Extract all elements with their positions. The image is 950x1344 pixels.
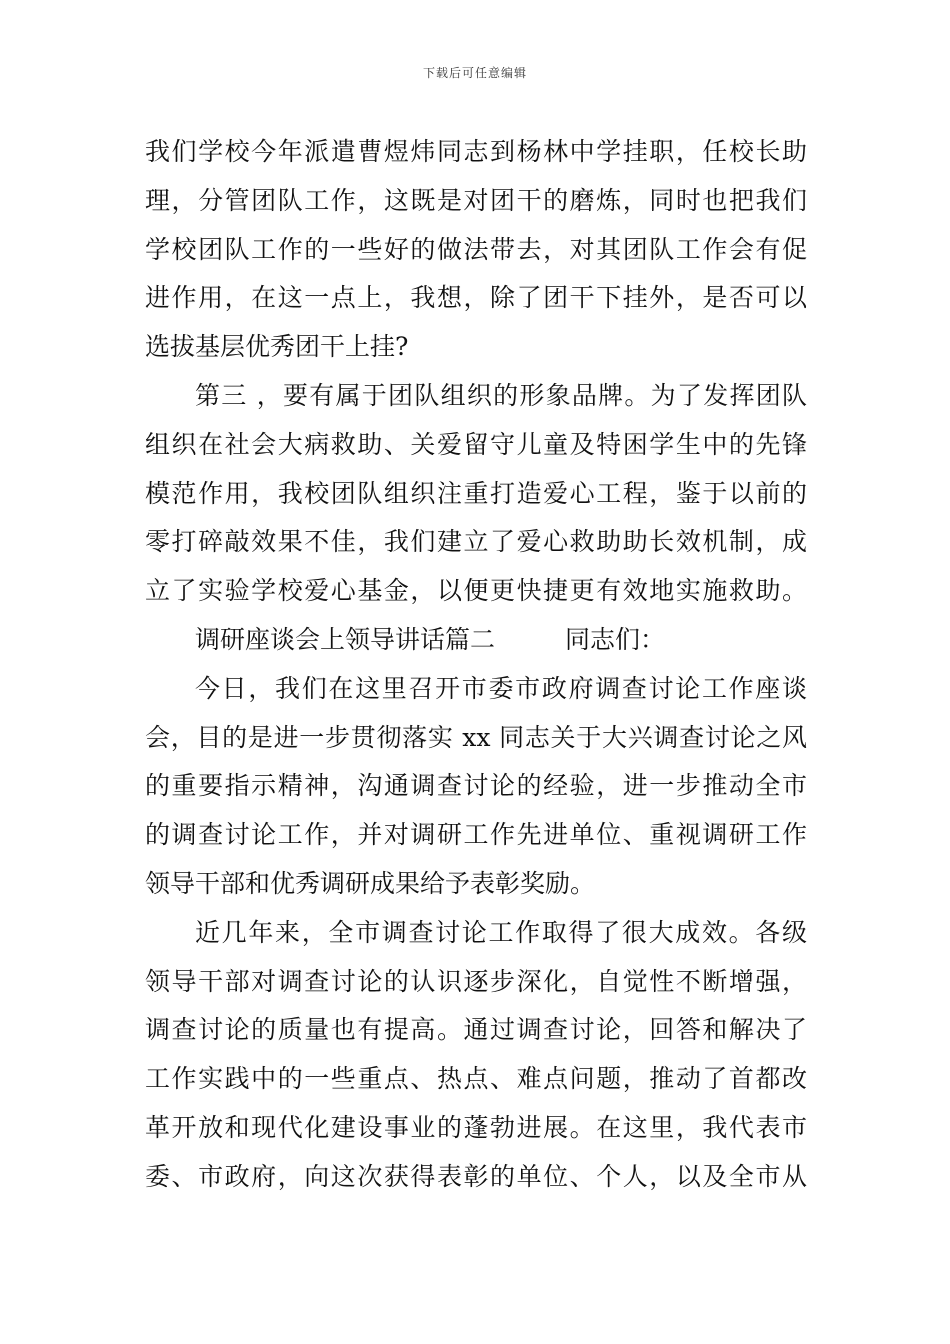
- text-line: 选拔基层优秀团干上挂?: [145, 332, 409, 362]
- salutation: 同志们：: [565, 624, 666, 654]
- text-line: 组织在社会大病救助、关爱留守儿童及特困学生中的先锋: [145, 429, 807, 459]
- text-line: 第三 ，要有属于团队组织的形象品牌。为了发挥团队: [195, 380, 807, 410]
- text-line: 的调查讨论工作，并对调研工作先进单位、重视调研工作: [145, 820, 807, 850]
- section-title: 调研座谈会上领导讲话篇二: [195, 624, 496, 654]
- text-line: 理，分管团队工作，这既是对团干的磨炼，同时也把我们: [145, 185, 807, 215]
- text-line: 革开放和现代化建设事业的蓬勃进展。在这里，我代表市: [145, 1112, 807, 1142]
- document-body: [145, 128, 807, 1202]
- text-line: 立了实验学校爱心基金，以便更快捷更有效地实施救助。: [145, 576, 807, 606]
- page-header: 下载后可任意编辑: [422, 66, 527, 80]
- text-line: 今日，我们在这里召开市委市政府调查讨论工作座谈: [195, 673, 807, 703]
- text-line: 会，目的是进一步贯彻落实 xx 同志关于大兴调查讨论之风: [145, 722, 807, 752]
- text-line: 我们学校今年派遣曹煜炜同志到杨林中学挂职，任校长助: [145, 137, 807, 166]
- text-line: 进作用，在这一点上，我想，除了团干下挂外，是否可以: [145, 283, 807, 313]
- text-line: 领导干部对调查讨论的认识逐步深化，自觉性不断增强，: [145, 966, 807, 996]
- text-line: 工作实践中的一些重点、热点、难点问题，推动了首都改: [145, 1064, 807, 1094]
- text-line: 的重要指示精神，沟通调查讨论的经验，进一步推动全市: [145, 771, 807, 801]
- text-line: 学校团队工作的一些好的做法带去，对其团队工作会有促: [145, 234, 807, 264]
- text-line: 模范作用，我校团队组织注重打造爱心工程，鉴于以前的: [145, 478, 807, 508]
- text-line: 领导干部和优秀调研成果给予表彰奖励。: [145, 868, 596, 898]
- text-line: 近几年来，全市调查讨论工作取得了很大成效。各级: [195, 917, 807, 947]
- text-line: 委、市政府，向这次获得表彰的单位、个人，以及全市从: [145, 1161, 807, 1191]
- text-line: 调查讨论的质量也有提高。通过调查讨论，回答和解决了: [145, 1015, 807, 1045]
- section-heading-line: [145, 616, 807, 665]
- text-line: 零打碎敲效果不佳，我们建立了爱心救助助长效机制，成: [145, 527, 807, 557]
